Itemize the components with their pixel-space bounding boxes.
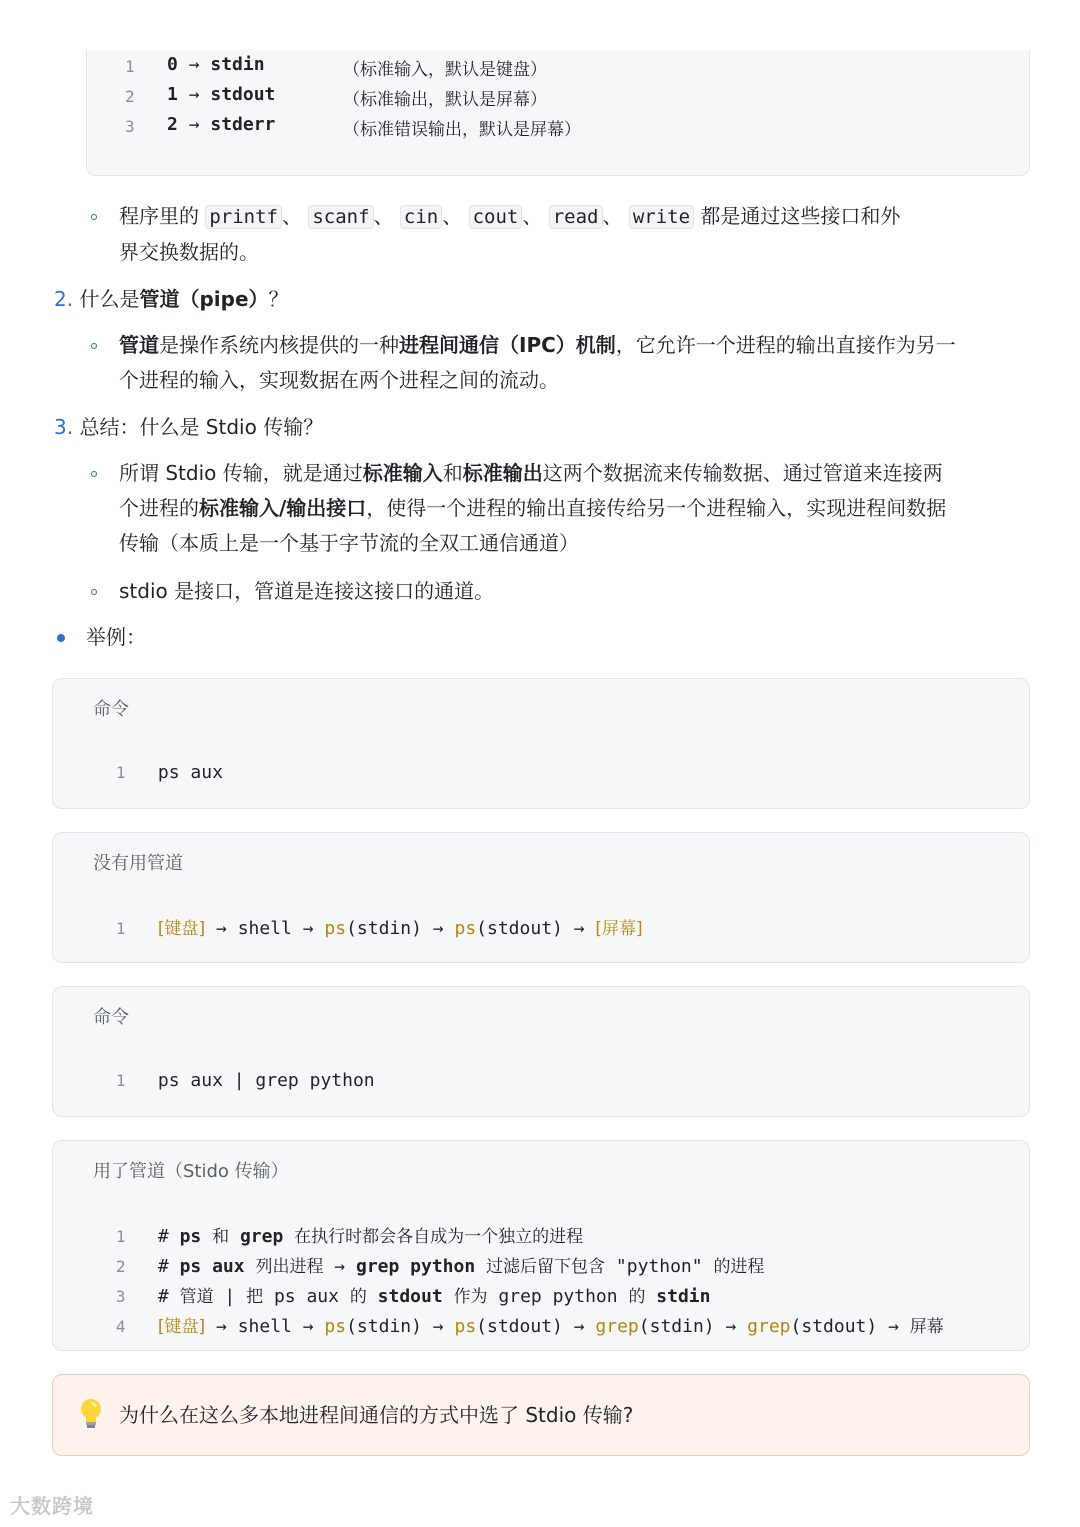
- code-line: 1 0 → stdin （标准输入，默认是键盘）: [125, 54, 547, 80]
- code-line: 1 ps aux: [115, 762, 223, 783]
- stdio-definition: 所谓 Stdio 传输，就是通过标准输入和标准输出这两个数据流来传输数据、通过管道来连接两 个进程的标准输入/输出接口，使得一个进程的输出直接传给另一个进程输入，实现进程间数据 传输（本质上是一个基于字节流的全双工通信通道）: [119, 461, 947, 555]
- example-label: 举例：: [86, 625, 146, 649]
- code-line: 4 [键盘] → shell → ps(stdin) → ps(stdout) → grep(stdin) → grep(stdout) → 屏幕: [115, 1316, 944, 1337]
- code-box-title: 用了管道（Stido 传输）: [93, 1161, 289, 1182]
- code-box-command-pipe: [52, 986, 1030, 1117]
- list-item-pipe: 2. 什么是管道（pipe）？: [54, 287, 289, 311]
- list-bullet: [91, 343, 97, 349]
- code-line: 3 # 管道 | 把 ps aux 的 stdout 作为 grep python 的 stdin: [115, 1286, 711, 1307]
- list-bullet: [91, 214, 97, 220]
- code-line: 3 2 → stderr （标准错误输出，默认是屏幕）: [125, 114, 581, 140]
- code-box-title: 命令: [93, 1007, 129, 1028]
- list-item-summary: 3. 总结：什么是 Stdio 传输？: [54, 415, 324, 439]
- callout-box: [52, 1374, 1030, 1456]
- watermark-logo: 大数跨境: [10, 1494, 94, 1518]
- list-bullet: [91, 471, 97, 477]
- code-box-title: 命令: [93, 699, 129, 720]
- code-box-no-pipe: [52, 832, 1030, 963]
- stdio-fd-code-block: [86, 50, 1030, 176]
- lightbulb-icon: [79, 1397, 103, 1431]
- code-line: 1 # ps 和 grep 在执行时都会各自成为一个独立的进程: [115, 1226, 584, 1247]
- list-bullet: [91, 589, 97, 595]
- code-box-title: 没有用管道: [93, 853, 183, 874]
- code-box-command: [52, 678, 1030, 809]
- code-box-with-pipe: [52, 1140, 1030, 1351]
- code-line: 2 # ps aux 列出进程 → grep python 过滤后留下包含 "python" 的进程: [115, 1256, 765, 1277]
- list-item-funcs: 程序里的 printf 、 scanf 、 cin 、 cout 、 read 、 write 都是通过这些接口和外 界交换数据的。: [119, 204, 901, 264]
- code-line: 1 ps aux | grep python: [115, 1070, 375, 1091]
- code-line: 2 1 → stdout （标准输出，默认是屏幕）: [125, 84, 547, 110]
- list-bullet: [57, 634, 65, 642]
- code-line: 1 [键盘] → shell → ps(stdin) → ps(stdout) → [屏幕]: [115, 918, 643, 939]
- stdio-interface-note: stdio 是接口，管道是连接这接口的通道。: [119, 579, 495, 603]
- pipe-definition: 管道是操作系统内核提供的一种进程间通信（IPC）机制，它允许一个进程的输出直接作为另一 个进程的输入，实现数据在两个进程之间的流动。: [119, 333, 956, 392]
- callout-text: 为什么在这么多本地进程间通信的方式中选了 Stdio 传输?: [119, 1403, 634, 1427]
